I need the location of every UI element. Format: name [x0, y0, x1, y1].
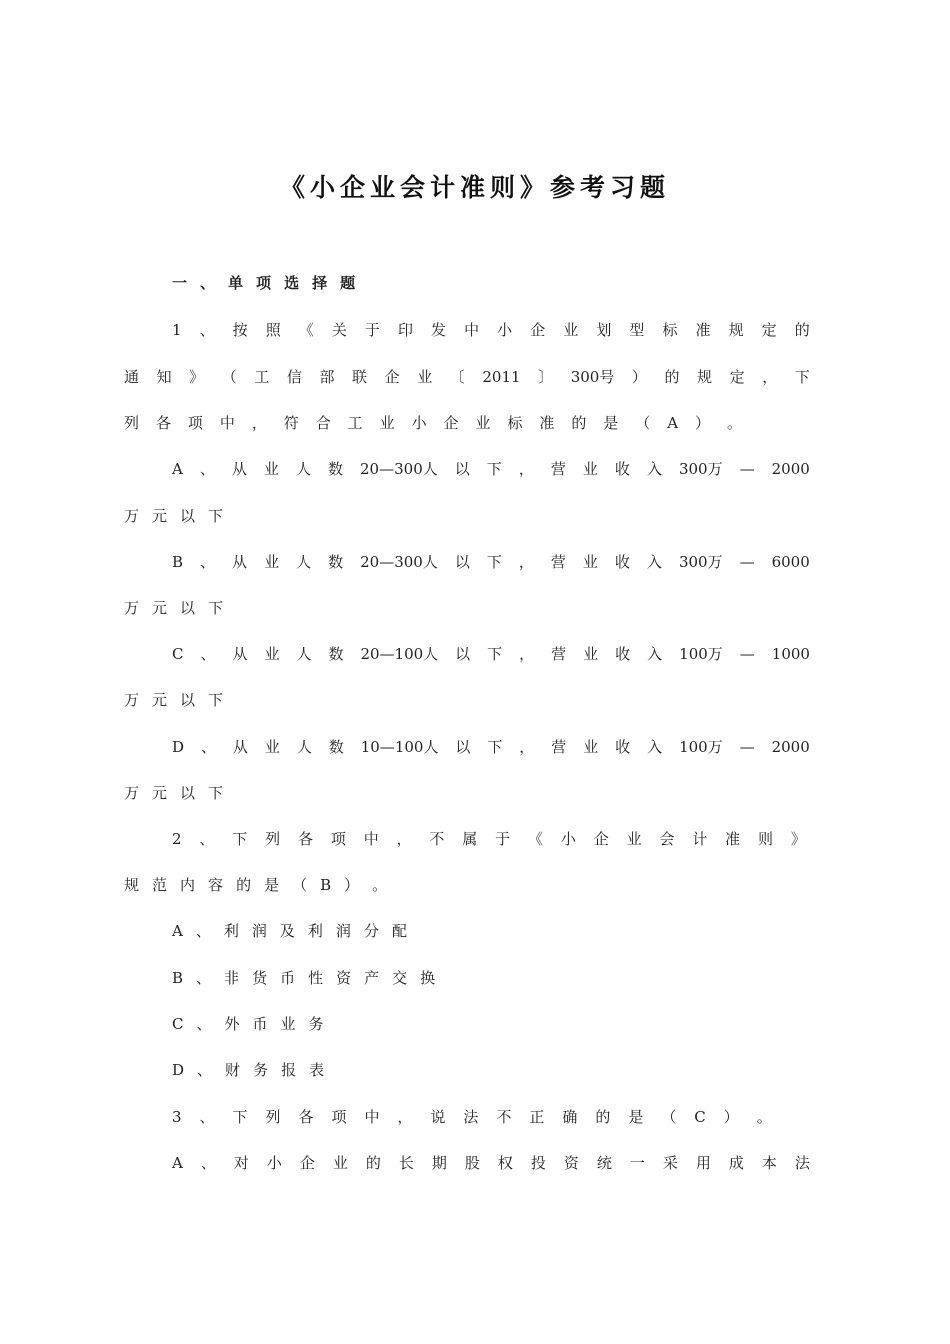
text-token: 从 [232, 645, 248, 663]
text-token: 利 [307, 922, 323, 940]
text-token: 非 [224, 969, 240, 987]
text-token: 部 [319, 368, 335, 386]
text-token: 业 [626, 830, 642, 848]
text-token: 规 [124, 876, 140, 894]
text-token: 是 [264, 876, 280, 894]
text-token: 中 [364, 1108, 380, 1126]
text-token: （ [635, 414, 651, 432]
text-token: ， [518, 553, 534, 571]
text-token: 以 [454, 553, 470, 571]
text-token: 工 [347, 414, 363, 432]
text-token: 从 [232, 553, 248, 571]
text-token: 下 [208, 599, 224, 617]
text-token: 下 [208, 507, 224, 525]
text-token: 业 [563, 321, 579, 339]
text-token: 、 [199, 1108, 215, 1126]
text-line-5 [172, 456, 810, 482]
text-token: 容 [208, 876, 224, 894]
text-token: 定 [729, 368, 745, 386]
text-token: 联 [352, 368, 368, 386]
text-token: 、 [200, 1154, 216, 1172]
text-token: 是 [628, 1108, 644, 1126]
text-line-11 [172, 734, 810, 760]
text-line-12 [124, 780, 236, 806]
text-token: 润 [335, 922, 351, 940]
text-token: ） [631, 368, 647, 386]
text-token: 单 [228, 274, 244, 292]
text-token: 1 [172, 321, 182, 339]
text-token: B [172, 553, 184, 571]
text-token: 100万 [679, 645, 723, 663]
text-token: 小 [266, 1154, 282, 1172]
text-token: 营 [550, 553, 566, 571]
text-token: 合 [315, 414, 331, 432]
text-token: 通 [124, 368, 140, 386]
text-token: 数 [328, 553, 344, 571]
text-token: 采 [662, 1154, 678, 1172]
text-token: ， [519, 738, 535, 756]
text-token: 报 [281, 1061, 297, 1079]
text-token: 一 [172, 274, 188, 292]
text-token: 元 [152, 691, 168, 709]
text-token: 准 [539, 414, 555, 432]
text-line-1 [172, 270, 368, 296]
text-token: 投 [530, 1154, 546, 1172]
text-token: 。 [372, 876, 388, 894]
text-token: 营 [550, 460, 566, 478]
text-token: 业 [332, 1154, 348, 1172]
text-token: 企 [530, 321, 546, 339]
text-token: 万 [124, 784, 140, 802]
text-token: — [739, 738, 755, 756]
text-token: 企 [384, 368, 400, 386]
text-token: 2000 [771, 460, 810, 478]
text-token: C [694, 1108, 706, 1126]
text-token: 营 [551, 738, 567, 756]
text-token: 100万 [679, 738, 723, 756]
text-token: 中 [464, 321, 480, 339]
text-token: 业 [583, 645, 599, 663]
text-token: 的 [365, 1154, 381, 1172]
text-token: 择 [312, 274, 328, 292]
text-token: 发 [431, 321, 447, 339]
text-token: ， [396, 830, 412, 848]
text-token: 收 [615, 738, 631, 756]
text-token: 列 [265, 1108, 281, 1126]
text-token: 股 [464, 1154, 480, 1172]
text-token: 的 [595, 1108, 611, 1126]
text-line-15 [172, 918, 420, 944]
text-token: 业 [475, 414, 491, 432]
text-token: 业 [264, 645, 280, 663]
text-token: 收 [614, 460, 630, 478]
text-token: 以 [454, 460, 470, 478]
text-token: 务 [253, 1061, 269, 1079]
text-token: 各 [155, 414, 171, 432]
text-token: ， [762, 368, 778, 386]
text-token: 性 [308, 969, 324, 987]
text-token: 以 [455, 645, 471, 663]
text-token: 表 [309, 1061, 325, 1079]
text-line-8 [124, 595, 236, 621]
text-line-4 [124, 410, 742, 436]
text-token: 人 [296, 553, 312, 571]
text-token: A [667, 414, 679, 432]
text-token: 业 [280, 1015, 296, 1033]
text-token: 下 [794, 368, 810, 386]
text-token: — [739, 553, 755, 571]
text-token: 6000 [771, 553, 810, 571]
text-token: ） [344, 876, 360, 894]
text-token: 正 [529, 1108, 545, 1126]
text-token: 配 [391, 922, 407, 940]
text-token: 10—100人 [360, 738, 439, 756]
text-token: ， [519, 645, 535, 663]
text-token: 型 [629, 321, 645, 339]
text-token: 照 [265, 321, 281, 339]
text-token: 中 [363, 830, 379, 848]
text-line-16 [172, 965, 448, 991]
text-token: 业 [582, 460, 598, 478]
text-token: 划 [596, 321, 612, 339]
text-token: 的 [794, 321, 810, 339]
text-token: 财 [225, 1061, 241, 1079]
text-token: 期 [431, 1154, 447, 1172]
text-line-2 [172, 317, 810, 343]
text-token: 的 [571, 414, 587, 432]
text-token: 关 [331, 321, 347, 339]
text-token: 、 [200, 553, 216, 571]
text-token: 长 [398, 1154, 414, 1172]
text-token: — [739, 460, 755, 478]
text-token: 列 [265, 830, 281, 848]
text-token: 万 [124, 507, 140, 525]
text-token: 以 [180, 691, 196, 709]
text-token: 2000 [771, 738, 810, 756]
text-token: 入 [647, 738, 663, 756]
text-token: 20—100人 [360, 645, 439, 663]
text-token: 元 [152, 507, 168, 525]
text-token: 下 [232, 1108, 248, 1126]
text-token: 》 [189, 368, 205, 386]
text-line-19 [172, 1104, 772, 1130]
text-token: 元 [152, 599, 168, 617]
text-token: C [172, 645, 184, 663]
text-token: 法 [463, 1108, 479, 1126]
text-token: 、 [199, 460, 215, 478]
text-token: 标 [507, 414, 523, 432]
text-token: 业 [264, 738, 280, 756]
text-token: 规 [728, 321, 744, 339]
text-token: 3 [172, 1108, 182, 1126]
document-title: 《小企业会计准则》参考习题 [279, 173, 670, 202]
text-token: 一 [629, 1154, 645, 1172]
text-line-13 [172, 826, 806, 852]
text-token: 属 [462, 830, 478, 848]
text-token: 《 [527, 830, 543, 848]
text-token: 准 [695, 321, 711, 339]
text-token: 小 [411, 414, 427, 432]
text-token: 于 [495, 830, 511, 848]
text-token: 项 [187, 414, 203, 432]
text-token: 选 [284, 274, 300, 292]
text-line-7 [172, 549, 810, 575]
text-token: 下 [208, 784, 224, 802]
text-token: 从 [232, 738, 248, 756]
text-token: 20—300人 [360, 460, 438, 478]
text-token: 业 [417, 368, 433, 386]
text-token: 本 [761, 1154, 777, 1172]
text-token: 对 [233, 1154, 249, 1172]
text-token: 、 [200, 645, 216, 663]
text-token: 小 [560, 830, 576, 848]
text-token: 数 [328, 645, 344, 663]
text-token: （ [292, 876, 308, 894]
text-token: 说 [430, 1108, 446, 1126]
text-line-9 [172, 641, 810, 667]
text-token: 〕 [538, 368, 554, 386]
text-token: 工 [254, 368, 270, 386]
text-token: 、 [200, 738, 216, 756]
text-token: 资 [336, 969, 352, 987]
text-line-14 [124, 872, 400, 898]
text-token: 货 [252, 969, 268, 987]
text-token: 项 [330, 830, 346, 848]
text-token: 万 [124, 599, 140, 617]
text-token: 。 [726, 414, 742, 432]
text-token: 产 [364, 969, 380, 987]
text-token: B [172, 969, 184, 987]
text-token: A [172, 1154, 183, 1172]
text-token: 、 [197, 1061, 213, 1079]
text-token: 务 [308, 1015, 324, 1033]
text-token: 权 [497, 1154, 513, 1172]
text-token: 按 [232, 321, 248, 339]
text-token: 下 [486, 553, 502, 571]
text-token: 项 [256, 274, 272, 292]
text-token: 人 [296, 645, 312, 663]
text-token: A [172, 922, 183, 940]
text-token: 、 [195, 922, 211, 940]
text-token: 下 [486, 460, 502, 478]
text-line-3 [124, 364, 810, 390]
text-token: 、 [196, 969, 212, 987]
text-token: （ [221, 368, 237, 386]
text-token: 下 [487, 645, 503, 663]
text-token: 币 [252, 1015, 268, 1033]
text-token: 题 [340, 274, 356, 292]
text-token: — [739, 645, 755, 663]
text-token: 。 [756, 1108, 772, 1126]
text-token: 印 [397, 321, 413, 339]
text-token: 收 [615, 645, 631, 663]
text-token: 300号 [570, 368, 615, 386]
text-token: 下 [208, 691, 224, 709]
text-token: 不 [496, 1108, 512, 1126]
text-token: 企 [593, 830, 609, 848]
text-token: D [172, 738, 185, 756]
text-token: 外 [224, 1015, 240, 1033]
text-token: 润 [251, 922, 267, 940]
text-token: 〔 [449, 368, 465, 386]
text-token: 列 [124, 414, 140, 432]
text-token: 2011 [482, 368, 521, 386]
text-token: 人 [296, 738, 312, 756]
text-token: 入 [646, 460, 662, 478]
text-token: 符 [283, 414, 299, 432]
text-token: 准 [725, 830, 741, 848]
text-token: C [172, 1015, 184, 1033]
text-token: 法 [794, 1154, 810, 1172]
text-token: 内 [180, 876, 196, 894]
text-token: 范 [152, 876, 168, 894]
text-token: 成 [728, 1154, 744, 1172]
text-token: 不 [429, 830, 445, 848]
text-token: 利 [223, 922, 239, 940]
text-token: 企 [443, 414, 459, 432]
text-token: 元 [152, 784, 168, 802]
text-token: 业 [264, 553, 280, 571]
text-token: 万 [124, 691, 140, 709]
text-token: 》 [790, 830, 806, 848]
text-token: A [172, 460, 183, 478]
text-token: 数 [328, 738, 344, 756]
text-token: 是 [603, 414, 619, 432]
text-token: 定 [761, 321, 777, 339]
text-token: 的 [664, 368, 680, 386]
text-token: 业 [583, 738, 599, 756]
text-token: 以 [180, 507, 196, 525]
text-token: 、 [200, 274, 216, 292]
text-token: 营 [551, 645, 567, 663]
text-line-17 [172, 1011, 337, 1037]
text-token: 信 [286, 368, 302, 386]
text-token: D [172, 1061, 185, 1079]
text-line-10 [124, 687, 236, 713]
text-token: 收 [614, 553, 630, 571]
text-token: ， [397, 1108, 413, 1126]
text-token: 以 [180, 599, 196, 617]
text-token: 人 [295, 460, 311, 478]
text-token: 、 [199, 321, 215, 339]
text-token: 1000 [771, 645, 810, 663]
text-token: ， [251, 414, 267, 432]
text-token: 300万 [678, 553, 723, 571]
text-token: ） [694, 414, 710, 432]
text-token: 入 [646, 553, 662, 571]
text-token: 业 [263, 460, 279, 478]
text-token: 各 [298, 1108, 314, 1126]
text-token: 换 [420, 969, 436, 987]
text-token: 则 [758, 830, 774, 848]
text-token: 及 [279, 922, 295, 940]
text-token: 资 [563, 1154, 579, 1172]
text-token: 下 [232, 830, 248, 848]
text-token: 规 [697, 368, 713, 386]
text-token: 标 [662, 321, 678, 339]
text-token: 交 [392, 969, 408, 987]
text-token: 统 [596, 1154, 612, 1172]
text-token: 数 [327, 460, 343, 478]
text-token: 项 [331, 1108, 347, 1126]
text-token: 、 [196, 1015, 212, 1033]
text-token: 知 [156, 368, 172, 386]
text-line-20 [172, 1150, 810, 1176]
text-token: 从 [231, 460, 247, 478]
text-token: 20—300人 [360, 553, 438, 571]
text-token: 确 [562, 1108, 578, 1126]
text-token: 以 [455, 738, 471, 756]
text-token: B [320, 876, 332, 894]
text-line-6 [124, 503, 236, 529]
text-token: 企 [299, 1154, 315, 1172]
text-token: 用 [695, 1154, 711, 1172]
text-token: ， [518, 460, 534, 478]
text-token: 以 [180, 784, 196, 802]
text-token: 于 [364, 321, 380, 339]
text-token: 业 [582, 553, 598, 571]
text-token: 300万 [678, 460, 723, 478]
text-token: 、 [199, 830, 215, 848]
text-token: 2 [172, 830, 182, 848]
text-token: 下 [487, 738, 503, 756]
text-token: 分 [363, 922, 379, 940]
text-token: ） [723, 1108, 739, 1126]
text-token: 中 [219, 414, 235, 432]
text-token: 会 [659, 830, 675, 848]
text-token: 入 [647, 645, 663, 663]
text-token: 《 [298, 321, 314, 339]
text-token: 小 [497, 321, 513, 339]
text-token: 币 [280, 969, 296, 987]
text-token: 各 [297, 830, 313, 848]
text-line-18 [172, 1057, 337, 1083]
text-token: 业 [379, 414, 395, 432]
text-token: （ [661, 1108, 677, 1126]
text-token: 计 [692, 830, 708, 848]
text-token: 的 [236, 876, 252, 894]
